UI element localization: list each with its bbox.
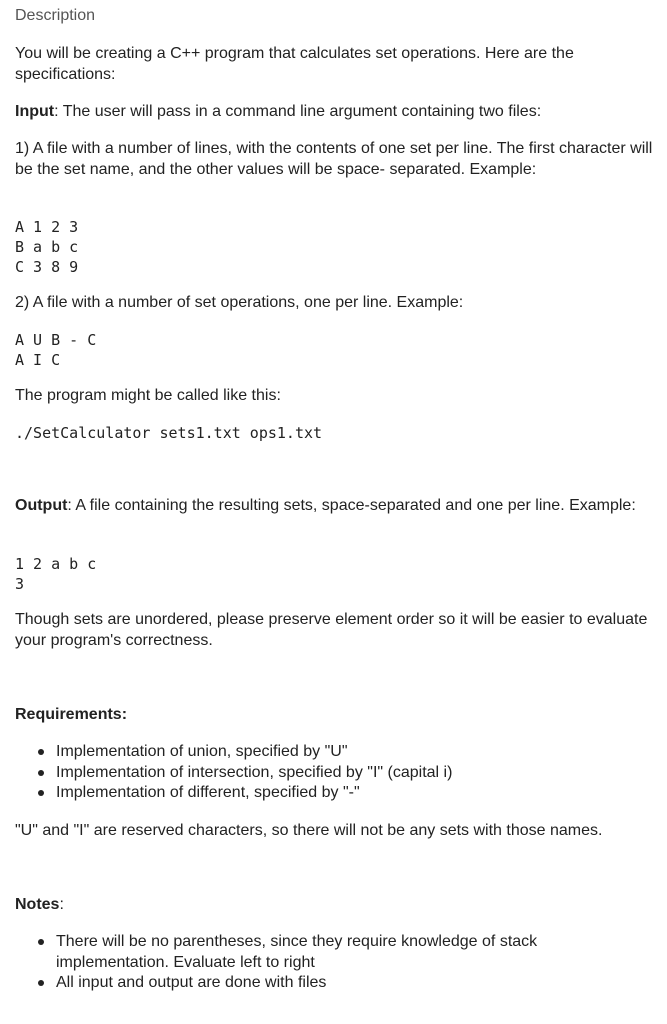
file2-paragraph: 2) A file with a number of set operations, one per line. Example: [15,294,464,311]
file1-paragraph: 1) A file with a number of lines, with the contents of one set per line. The first character will be the set name, and the other values will be space- separated. Example: [15,140,653,178]
list-item: Implementation of union, specified by "U" [15,742,653,763]
intro-paragraph: You will be creating a C++ program that calculates set operations. Here are the specifications: [15,45,574,83]
code-line: C 3 8 9 [15,258,79,276]
list-item: Implementation of different, specified by "-" [15,783,653,804]
reserved-paragraph: "U" and "I" are reserved characters, so there will not be any sets with those names. [15,822,603,839]
code-line: 1 2 a b c [15,555,97,573]
input-paragraph [15,102,653,123]
order-note-paragraph: Though sets are unordered, please preserve element order so it will be easier to evaluate your program's correctness. [15,611,648,649]
code-line: B a b c [15,238,79,256]
input-text: : The user will pass in a command line argument containing two files: [54,103,542,120]
output-text: : A file containing the resulting sets, space-separated and one per line. Example: [67,497,636,514]
output-label: Output [15,497,68,514]
code-line: 3 [15,575,25,593]
list-item: All input and output are done with files [15,973,653,994]
sets-example [15,217,653,277]
notes-label: Notes [15,896,60,913]
command-example: ./SetCalculator sets1.txt ops1.txt [15,424,323,442]
code-line: A I C [15,351,61,369]
output-paragraph [15,496,653,517]
requirements-heading: Requirements: [15,706,128,723]
code-line: A U B - C [15,331,97,349]
call-paragraph: The program might be called like this: [15,387,281,404]
ops-example [15,330,653,370]
requirements-list [15,742,653,804]
notes-list [15,932,653,994]
notes-heading: Notes: [15,896,64,913]
output-example [15,554,653,594]
code-line: A 1 2 3 [15,218,79,236]
list-item: Implementation of intersection, specified by "I" (capital i) [15,763,653,784]
input-label: Input [15,103,55,120]
description-heading: Description [15,7,96,24]
list-item: There will be no parentheses, since they require knowledge of stack implementation. Evaluate left to right [15,932,653,973]
